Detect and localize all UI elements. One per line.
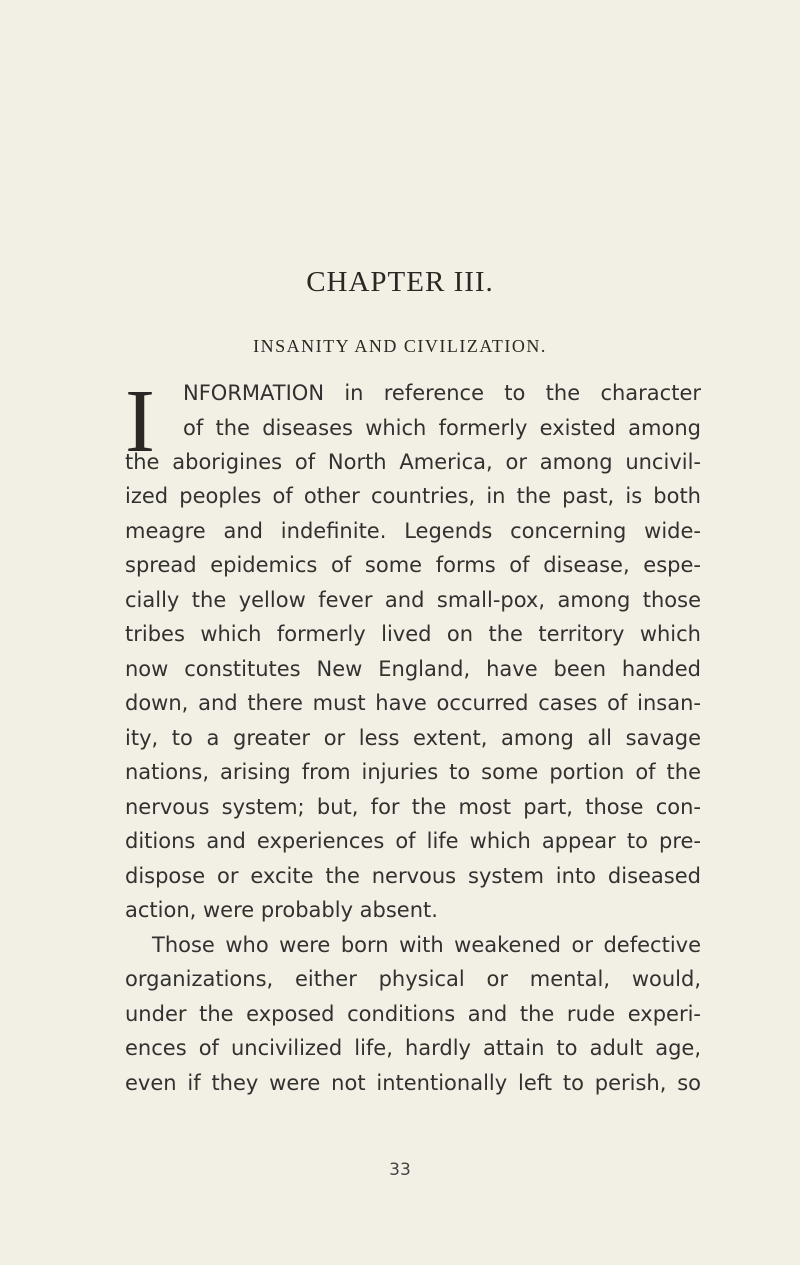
text-line: organizations, either physical or mental, would,	[125, 967, 701, 991]
text-line: ity, to a greater or less extent, among all savage	[125, 726, 701, 750]
text-line: ences of uncivilized life, hardly attain to adult age,	[125, 1036, 701, 1060]
text-line: of the diseases which formerly existed among	[183, 416, 701, 440]
text-line: even if they were not intentionally left to perish, so	[125, 1071, 701, 1095]
text-line: the aborigines of North America, or among uncivil-	[125, 450, 701, 474]
text-line: nations, arising from injuries to some portion of the	[125, 760, 701, 784]
text-line: cially the yellow fever and small-pox, among those	[125, 588, 701, 612]
section-title: INSANITY AND CIVILIZATION.	[253, 336, 547, 356]
text-line: spread epidemics of some forms of disease, espe-	[125, 553, 701, 577]
text-line: Those who were born with weakened or defective	[152, 933, 701, 957]
text-line: under the exposed conditions and the rude experi-	[125, 1002, 701, 1026]
text-line: action, were probably absent.	[125, 898, 438, 922]
drop-cap: I	[125, 372, 155, 471]
chapter-title: CHAPTER III.	[306, 266, 494, 298]
text-line: tribes which formerly lived on the territory which	[125, 622, 701, 646]
text-line: nervous system; but, for the most part, those con-	[125, 795, 701, 819]
text-line: now constitutes New England, have been handed	[125, 657, 701, 681]
text-line: down, and there must have occurred cases of insan-	[125, 691, 701, 715]
page-number: 33	[389, 1160, 411, 1180]
text-line: dispose or excite the nervous system into diseased	[125, 864, 701, 888]
text-line: ized peoples of other countries, in the past, is both	[125, 484, 701, 508]
text-line: meagre and indefinite. Legends concerning wide-	[125, 519, 701, 543]
text-line: NFORMATION in reference to the character	[183, 381, 701, 405]
text-line: ditions and experiences of life which appear to pre-	[125, 829, 701, 853]
